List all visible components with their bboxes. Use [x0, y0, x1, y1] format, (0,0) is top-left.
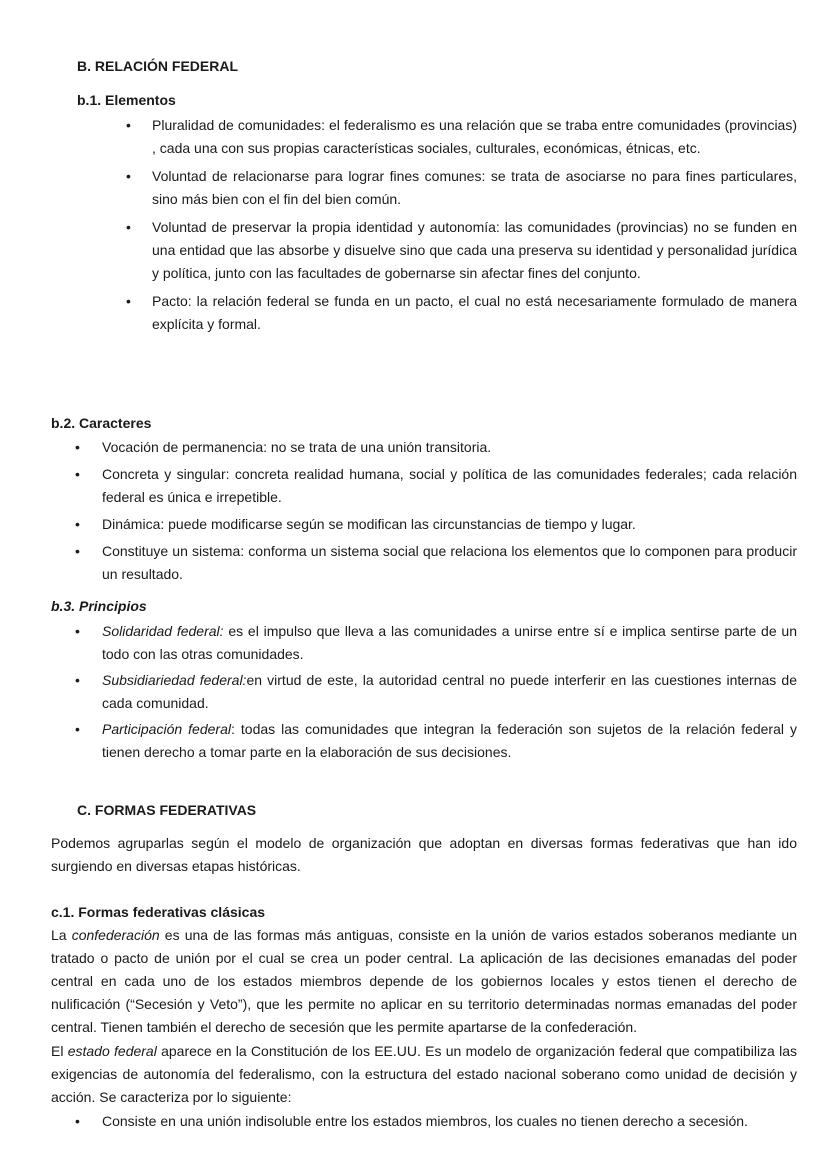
- list-item-text: Dinámica: puede modificarse según se modifican las circunstancias de tiempo y lugar.: [102, 516, 636, 532]
- list-item-text: Constituye un sistema: conforma un sistema social que relaciona los elementos que lo componen para producir un resultado.: [102, 543, 797, 582]
- list-item-text: Voluntad de preservar la propia identidad y autonomía: las comunidades (provincias) no se funden en una entidad que las absorbe y disuelve sino que cada una preserva su identidad y personalidad jurídica y política, junto con las facultades de gobernarse sin afectar fines del conjunto.: [152, 219, 797, 281]
- c1-heading: c.1. Formas federativas clásicas: [51, 904, 266, 920]
- bullet-icon: •: [75, 672, 80, 688]
- list-item-text: Pluralidad de comunidades: el federalismo es una relación que se traba entre comunidades (provincias) , cada una con sus propias características sociales, culturales, económicas, étnicas, etc.: [152, 117, 797, 156]
- list-item: [75, 1110, 797, 1133]
- bullet-icon: •: [126, 293, 131, 309]
- list-item: [126, 216, 797, 285]
- bullet-icon: •: [75, 439, 80, 455]
- bullet-icon: •: [126, 219, 131, 235]
- list-item: [75, 436, 797, 459]
- principle-term: Subsidiariedad federal:: [102, 672, 247, 688]
- list-item: [126, 114, 797, 160]
- list-item: [75, 620, 797, 666]
- section-b-heading: B. RELACIÓN FEDERAL: [77, 58, 238, 74]
- paragraph-text: es una de las formas más antiguas, consiste en la unión de varios estados soberanos mediante un tratado o pacto de unión por el cual se crea un poder central. La aplicación de las decisiones emanadas del poder central en cada uno de los estados miembros depende de los gobiernos locales y estos tienen el derecho de nulificación (“Secesión y Veto”), que les permite no aplicar en su territorio determinadas normas emanadas del poder central. Tienen también el derecho de secesión que les permite apartarse de la confederación.: [51, 927, 797, 1035]
- b2-list: [75, 436, 797, 590]
- list-item: [126, 290, 797, 336]
- list-item: [75, 718, 797, 764]
- b3-heading: b.3. Principios: [51, 598, 147, 614]
- bullet-icon: •: [75, 516, 80, 532]
- list-item-text: Vocación de permanencia: no se trata de una unión transitoria.: [102, 439, 492, 455]
- principle-text: es el impulso que lleva a las comunidades a unirse entre sí e implica sentirse parte de un todo con las otras comunidades.: [102, 623, 797, 662]
- bullet-icon: •: [126, 168, 131, 184]
- b3-list: [75, 620, 797, 767]
- bullet-icon: •: [75, 623, 80, 639]
- list-item: [75, 513, 797, 536]
- section-c-heading: C. FORMAS FEDERATIVAS: [77, 802, 257, 818]
- list-item: [126, 165, 797, 211]
- b1-heading: b.1. Elementos: [77, 92, 176, 108]
- list-item-text: Consiste en una unión indisoluble entre los estados miembros, los cuales no tienen derecho a secesión.: [102, 1113, 748, 1129]
- list-item-text: Concreta y singular: concreta realidad humana, social y política de las comunidades federales; cada relación federal es única e irrepetible.: [102, 466, 797, 505]
- confederation-term: confederación: [71, 927, 160, 943]
- bullet-icon: •: [75, 1113, 80, 1129]
- paragraph-lead: El: [51, 1043, 68, 1059]
- list-item-text: Voluntad de relacionarse para lograr fines comunes: se trata de asociarse no para fines particulares, sino más bien con el fin del bien común.: [152, 168, 797, 207]
- bullet-icon: •: [75, 543, 80, 559]
- list-item: [75, 540, 797, 586]
- federal-state-paragraph: [51, 1040, 797, 1109]
- b1-list: [126, 114, 797, 341]
- list-item-text: Pacto: la relación federal se funda en un pacto, el cual no está necesariamente formulado de manera explícita y formal.: [152, 293, 797, 332]
- federal-state-term: estado federal: [67, 1043, 157, 1059]
- principle-term: Participación federal: [102, 721, 231, 737]
- principle-text: : todas las comunidades que integran la federación son sujetos de la relación federal y tienen derecho a tomar parte en la elaboración de sus decisiones.: [102, 721, 797, 760]
- principle-term: Solidaridad federal:: [102, 623, 224, 639]
- b2-heading: b.2. Caracteres: [51, 415, 152, 431]
- list-item: [75, 669, 797, 715]
- bullet-icon: •: [75, 721, 80, 737]
- paragraph-text: aparece en la Constitución de los EE.UU. Es un modelo de organización federal que compatibiliza las exigencias de autonomía del federalismo, con la estructura del estado nacional soberano como unidad de decisión y acción. Se caracteriza por lo siguiente:: [51, 1043, 797, 1105]
- paragraph-lead: La: [51, 927, 72, 943]
- confederation-paragraph: [51, 924, 797, 1039]
- c1-list: [75, 1110, 797, 1133]
- principle-text: en virtud de este, la autoridad central no puede interferir en las cuestiones internas de cada comunidad.: [102, 672, 797, 711]
- list-item: [75, 463, 797, 509]
- bullet-icon: •: [126, 117, 131, 133]
- bullet-icon: •: [75, 466, 80, 482]
- section-c-intro: Podemos agruparlas según el modelo de organización que adoptan en diversas formas federativas que han ido surgiendo en diversas etapas históricas.: [51, 835, 797, 874]
